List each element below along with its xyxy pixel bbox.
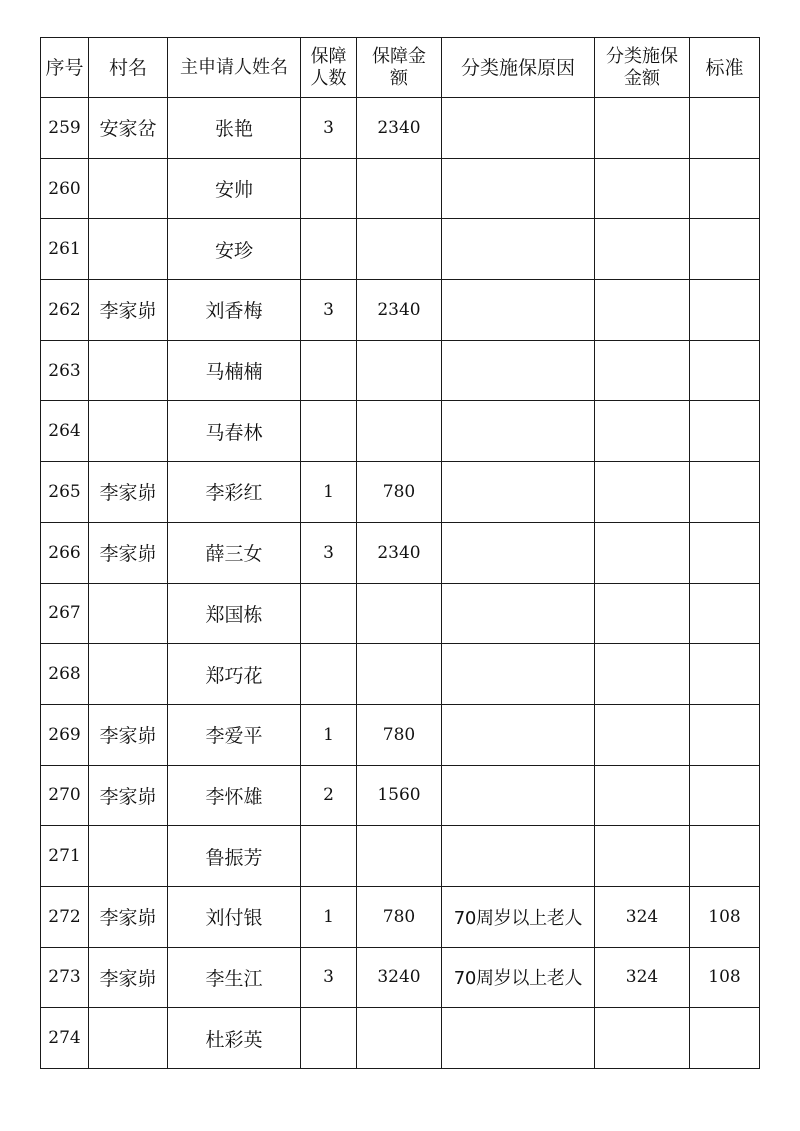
table-row (41, 644, 760, 705)
standard-cell: 108 (690, 947, 760, 1008)
persons-cell: 1 (301, 704, 357, 765)
seq-cell: 274 (41, 1008, 89, 1069)
seq-cell: 266 (41, 522, 89, 583)
table-row (41, 280, 760, 341)
persons-cell (301, 644, 357, 705)
amount-cell (357, 1008, 442, 1069)
seq-cell: 260 (41, 158, 89, 219)
persons-cell: 1 (301, 462, 357, 523)
village-cell: 李家峁 (89, 947, 168, 1008)
amount-cell (357, 401, 442, 462)
reason-cell (442, 704, 595, 765)
village-cell (89, 158, 168, 219)
seq-cell: 273 (41, 947, 89, 1008)
reason-cell (442, 280, 595, 341)
reason-cell (442, 98, 595, 159)
table-row (41, 826, 760, 887)
persons-cell: 2 (301, 765, 357, 826)
standard-cell (690, 826, 760, 887)
seq-cell: 268 (41, 644, 89, 705)
persons-cell: 3 (301, 280, 357, 341)
table-row (41, 98, 760, 159)
village-cell (89, 1008, 168, 1069)
applicant-name-cell: 张艳 (168, 98, 301, 159)
village-cell: 安家岔 (89, 98, 168, 159)
table-row (41, 522, 760, 583)
amount-cell: 780 (357, 704, 442, 765)
applicant-name-cell: 李爱平 (168, 704, 301, 765)
applicant-name-cell: 马楠楠 (168, 340, 301, 401)
reason-cell (442, 826, 595, 887)
standard-cell (690, 401, 760, 462)
reason-cell (442, 158, 595, 219)
village-cell: 李家峁 (89, 462, 168, 523)
persons-cell: 1 (301, 886, 357, 947)
class-amount-cell (595, 98, 690, 159)
class-amount-cell (595, 280, 690, 341)
reason-cell (442, 583, 595, 644)
seq-cell: 270 (41, 765, 89, 826)
applicant-name-cell: 杜彩英 (168, 1008, 301, 1069)
persons-cell (301, 219, 357, 280)
table-row (41, 704, 760, 765)
persons-cell: 3 (301, 98, 357, 159)
class-amount-cell (595, 644, 690, 705)
seq-cell: 271 (41, 826, 89, 887)
village-cell: 李家峁 (89, 886, 168, 947)
reason-cell (442, 644, 595, 705)
seq-cell: 265 (41, 462, 89, 523)
class-amount-cell (595, 462, 690, 523)
relief-roster-table (40, 37, 760, 1069)
village-cell (89, 401, 168, 462)
header-row (41, 38, 760, 98)
reason-cell: 70周岁以上老人 (442, 947, 595, 1008)
amount-cell: 780 (357, 886, 442, 947)
village-cell (89, 340, 168, 401)
village-cell (89, 644, 168, 705)
standard-cell (690, 340, 760, 401)
table-row (41, 1008, 760, 1069)
persons-cell (301, 401, 357, 462)
reason-cell (442, 462, 595, 523)
applicant-name-cell: 鲁振芳 (168, 826, 301, 887)
village-cell (89, 583, 168, 644)
class-amount-cell (595, 1008, 690, 1069)
persons-cell (301, 583, 357, 644)
village-cell (89, 826, 168, 887)
standard-cell (690, 98, 760, 159)
village-cell: 李家峁 (89, 522, 168, 583)
class-amount-cell (595, 704, 690, 765)
village-cell (89, 219, 168, 280)
reason-cell (442, 1008, 595, 1069)
header-village: 村名 (89, 38, 168, 98)
applicant-name-cell: 李怀雄 (168, 765, 301, 826)
persons-cell (301, 158, 357, 219)
applicant-name-cell: 刘香梅 (168, 280, 301, 341)
seq-cell: 259 (41, 98, 89, 159)
amount-cell (357, 644, 442, 705)
standard-cell (690, 644, 760, 705)
applicant-name-cell: 郑巧花 (168, 644, 301, 705)
table-row (41, 462, 760, 523)
seq-cell: 261 (41, 219, 89, 280)
applicant-name-cell: 李生江 (168, 947, 301, 1008)
class-amount-cell (595, 522, 690, 583)
applicant-name-cell: 安珍 (168, 219, 301, 280)
reason-cell (442, 340, 595, 401)
applicant-name-cell: 刘付银 (168, 886, 301, 947)
persons-cell (301, 826, 357, 887)
persons-cell (301, 340, 357, 401)
amount-cell: 2340 (357, 280, 442, 341)
standard-cell: 108 (690, 886, 760, 947)
reason-cell: 70周岁以上老人 (442, 886, 595, 947)
class-amount-cell: 324 (595, 947, 690, 1008)
header-seq: 序号 (41, 38, 89, 98)
table-row (41, 765, 760, 826)
standard-cell (690, 219, 760, 280)
header-persons: 保障人数 (301, 38, 357, 98)
reason-cell (442, 522, 595, 583)
class-amount-cell: 324 (595, 886, 690, 947)
seq-cell: 267 (41, 583, 89, 644)
amount-cell (357, 583, 442, 644)
persons-cell (301, 1008, 357, 1069)
amount-cell (357, 826, 442, 887)
applicant-name-cell: 郑国栋 (168, 583, 301, 644)
applicant-name-cell: 安帅 (168, 158, 301, 219)
seq-cell: 264 (41, 401, 89, 462)
standard-cell (690, 462, 760, 523)
amount-cell: 1560 (357, 765, 442, 826)
table-body (41, 98, 760, 1069)
amount-cell: 2340 (357, 522, 442, 583)
class-amount-cell (595, 826, 690, 887)
table-row (41, 401, 760, 462)
amount-cell: 3240 (357, 947, 442, 1008)
class-amount-cell (595, 765, 690, 826)
header-reason: 分类施保原因 (442, 38, 595, 98)
standard-cell (690, 522, 760, 583)
table-row (41, 158, 760, 219)
table-row (41, 583, 760, 644)
table-row (41, 219, 760, 280)
village-cell: 李家峁 (89, 704, 168, 765)
seq-cell: 272 (41, 886, 89, 947)
class-amount-cell (595, 401, 690, 462)
class-amount-cell (595, 583, 690, 644)
amount-cell (357, 340, 442, 401)
persons-cell: 3 (301, 522, 357, 583)
standard-cell (690, 1008, 760, 1069)
header-amount: 保障金额 (357, 38, 442, 98)
header-standard: 标准 (690, 38, 760, 98)
standard-cell (690, 280, 760, 341)
amount-cell (357, 158, 442, 219)
standard-cell (690, 158, 760, 219)
standard-cell (690, 583, 760, 644)
persons-cell: 3 (301, 947, 357, 1008)
standard-cell (690, 704, 760, 765)
applicant-name-cell: 薛三女 (168, 522, 301, 583)
village-cell: 李家峁 (89, 765, 168, 826)
seq-cell: 269 (41, 704, 89, 765)
class-amount-cell (595, 340, 690, 401)
applicant-name-cell: 马春林 (168, 401, 301, 462)
reason-cell (442, 765, 595, 826)
class-amount-cell (595, 158, 690, 219)
seq-cell: 263 (41, 340, 89, 401)
standard-cell (690, 765, 760, 826)
table-row (41, 886, 760, 947)
reason-cell (442, 401, 595, 462)
amount-cell (357, 219, 442, 280)
header-class-amount: 分类施保金额 (595, 38, 690, 98)
reason-cell (442, 219, 595, 280)
table-row (41, 947, 760, 1008)
village-cell: 李家峁 (89, 280, 168, 341)
applicant-name-cell: 李彩红 (168, 462, 301, 523)
table-row (41, 340, 760, 401)
header-applicant: 主申请人姓名 (168, 38, 301, 98)
seq-cell: 262 (41, 280, 89, 341)
amount-cell: 2340 (357, 98, 442, 159)
class-amount-cell (595, 219, 690, 280)
amount-cell: 780 (357, 462, 442, 523)
